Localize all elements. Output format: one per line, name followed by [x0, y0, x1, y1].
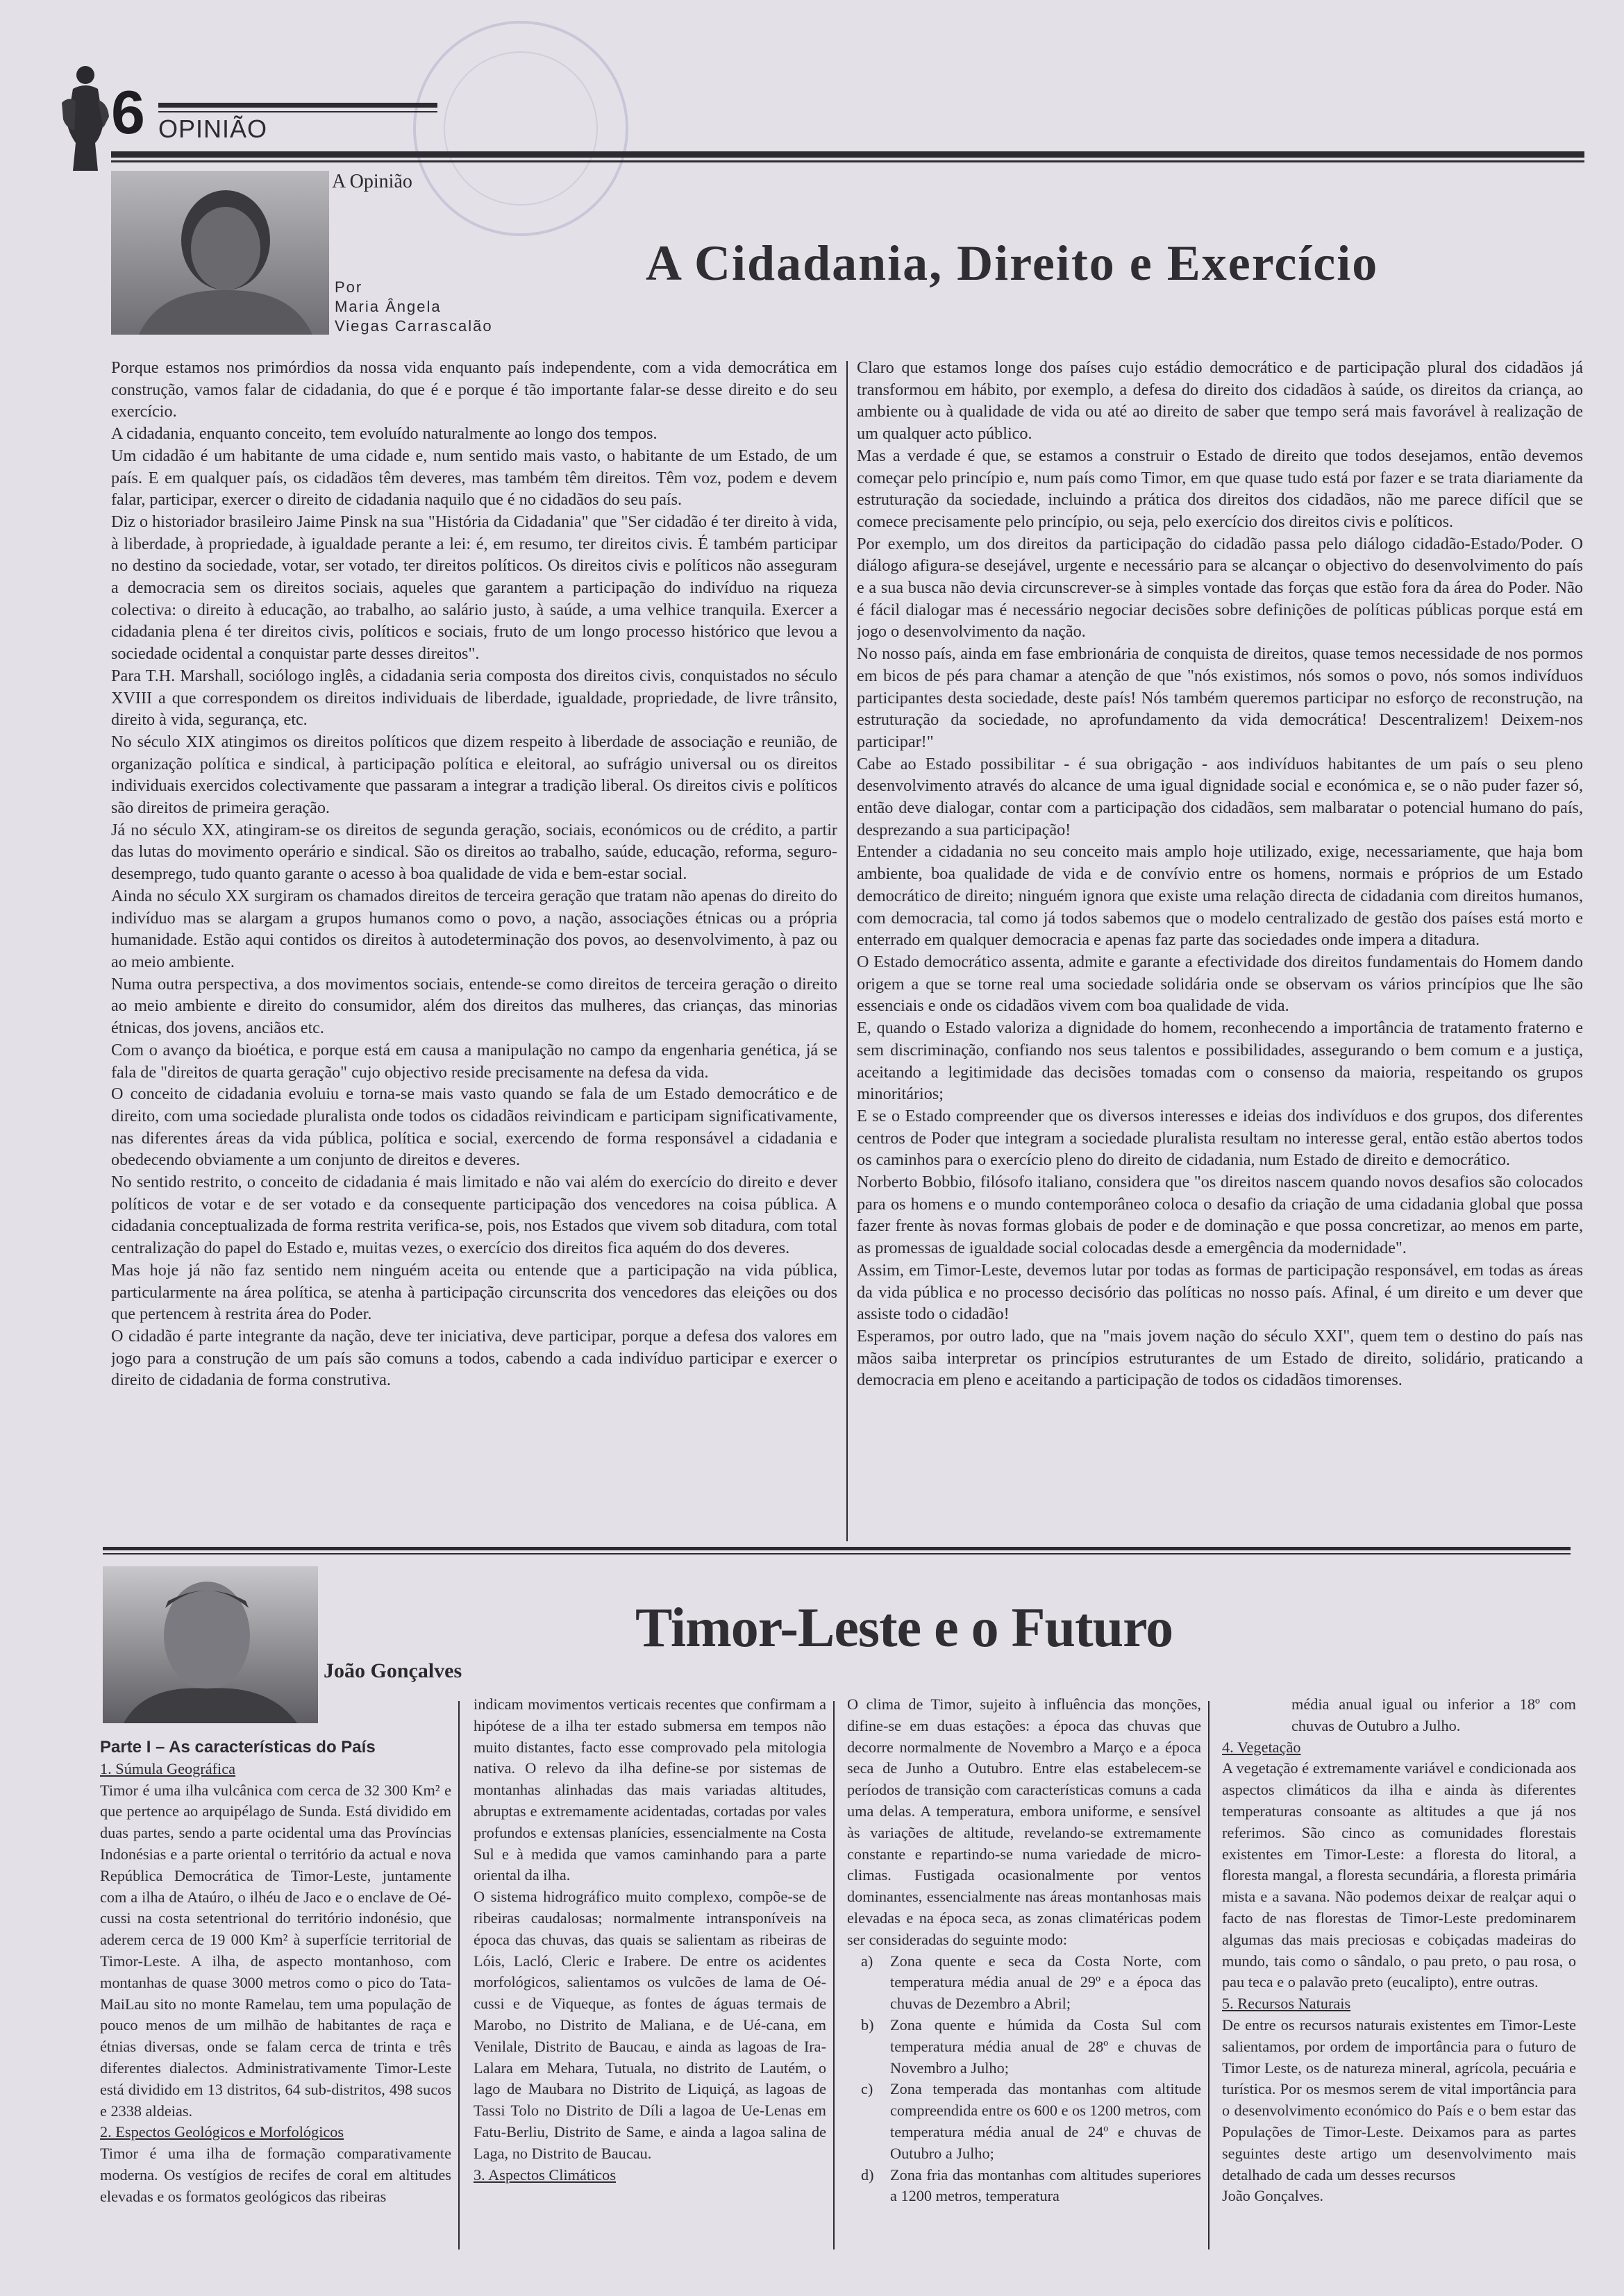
article-separator-thin	[103, 1553, 1571, 1555]
paragraph: indicam movimentos verticais recentes que confirmam a hipótese de a ilha ter estado submersa em tempos não muito distantes, facto esse comprovado pela mitologia nativa. O relevo da ilha define-se por sistemas de montanhas alinhadas das mais variadas altitudes, abruptas e extremamente acidentadas, cortadas por vales profundos e extensas planícies, essencialmente na Costa Sul e à medida que vamos caminhando para a parte oriental da ilha.	[474, 1695, 826, 1884]
byline-por: Por	[335, 278, 363, 296]
paragraph: média anual igual ou inferior a 18º com chuvas de Outubro a Julho.	[1291, 1695, 1576, 1734]
subheading: 4. Vegetação	[1222, 1738, 1301, 1756]
article1-right-column	[857, 357, 1583, 1545]
subheading: 3. Aspectos Climáticos	[474, 2165, 616, 2184]
paragraph: E se o Estado compreender que os diversos interesses e ideias dos indivíduos e dos grupos, dos diferentes centros de Poder que integram a sociedade pluralista resultam no interesse geral, então estão abertos todos os caminhos para o exercício pleno do direito de cidadania, num Estado de direito e democrático.	[857, 1106, 1583, 1170]
paragraph: Com o avanço da bioética, e porque está em causa a manipulação no campo da engenharia genética, já se fala de "direitos de quarta geração" cujo objectivo reside precisamente na defesa da vida.	[111, 1040, 837, 1082]
list-item: d) Zona fria das montanhas com altitudes superiores a 1200 metros, temperatura	[861, 2165, 1201, 2205]
author-photo	[111, 171, 329, 335]
paragraph: Cabe ao Estado possibilitar - é sua obrigação - aos indivíduos habitantes de um país o seu pleno desenvolvimento através do alcance de uma igual dignidade social e económica e, se o não puder fazer só, então deve dialogar, contar com a participação dos cidadãos, sem malbaratar o potencial humano do país, desprezando a sua participação!	[857, 754, 1583, 839]
paragraph: No século XIX atingimos os direitos políticos que dizem respeito à liberdade de associação e reunião, de organização política e sindical, à participação política e eleitoral, ao sufrágio universal ou os direitos individuais exercidos colectivamente que passaram a integrar a tradição liberal. Os direitos civis e políticos são direitos de primeira geração.	[111, 732, 837, 818]
header-rule-long-thin	[111, 160, 1584, 162]
statue-logo-icon	[59, 61, 111, 172]
column-divider	[833, 1701, 835, 2249]
article2-column-4	[1222, 1694, 1576, 2256]
paragraph: A vegetação é extremamente variável e condicionada aos aspectos climáticos da ilha e ainda às diferentes temperaturas consoante as altitudes a que já nos referimos. São cinco as comunidades florestais existentes em Timor-Leste: a floresta do litoral, a floresta mangal, a floresta secundária, a floresta primária mista e a savana. Não podemos deixar de realçar aqui o facto de nas florestas de Timor-Leste predominarem algumas das mais preciosas e cobiçadas madeiras do mundo, tais como o sândalo, o pau preto, o pau rosa, o pau teca e o palavão preto (eucalipto), entre outras.	[1222, 1759, 1576, 1991]
part-title: Parte I – As características do País	[100, 1738, 376, 1757]
header-rule-short-thin	[158, 111, 437, 112]
paragraph: Entender a cidadania no seu conceito mais amplo hoje utilizado, exige, necessariamente, que haja bom ambiente, boa qualidade de vida e de convívio entre os homens, normais e próprios de um Estado democrático de direito; ninguém ignora que existe uma relação directa de cidadania com direitos humanos, com democracia, tal como já todos sabemos que o modelo centralizado de gestão dos países está morto e enterrado em qualquer democracia e apenas faz parte das sociedades onde impera a ditadura.	[857, 842, 1583, 950]
paragraph: Mas a verdade é que, se estamos a construir o Estado de direito que todos desejamos, então devemos começar pelo princípio e, num país como Timor, em que quase tudo está por fazer e se trata diariamente da estruturação da sociedade, incluindo a prática dos direitos dos cidadãos, não me parece difícil que se comece precisamente pelo princípio, ou seja, pelo exercício dos direitos civis e políticos.	[857, 446, 1583, 531]
signature: João Gonçalves.	[1222, 2187, 1324, 2205]
faint-stamp	[413, 21, 628, 236]
subheading: 2. Espectos Geológicos e Morfológicos	[100, 2123, 344, 2141]
header-rule-long	[111, 151, 1584, 158]
section-label: OPINIÃO	[158, 115, 268, 143]
photo-label: A Opinião	[332, 171, 412, 192]
paragraph: O cidadão é parte integrante da nação, deve ter iniciativa, deve participar, porque a defesa dos valores em jogo para a construção de um país são comuns a todos, cabendo a cada indivíduo participar e exercer o direito de cidadania de forma construtiva.	[111, 1326, 837, 1390]
paragraph: E, quando o Estado valoriza a dignidade do homem, reconhecendo a importância de tratamento fraterno e sem discriminação, confiando nos seus talentos e possibilidades, assegurando o bem comum e a justiça, aceitando a legitimidade das decisões tomadas com o consenso da maioria, respeitando os grupos minoritários;	[857, 1019, 1583, 1104]
page-number: 6	[111, 78, 145, 146]
author-photo-2	[103, 1566, 318, 1723]
byline	[335, 278, 493, 336]
paragraph: Ainda no século XX surgiram os chamados direitos de terceira geração que tratam não apenas do direito do indivíduo mas se alargam a grupos humanos como o povo, a nação, associações étnicas ou a própria humanidade. Estão aqui contidos os direitos à autodeterminação dos povos, ao desenvolvimento, à paz ou ao meio ambiente.	[111, 886, 837, 971]
paragraph: O Estado democrático assenta, admite e garante a efectividade dos direitos fundamentais do Homem dando origem a que se torne real uma sociedade solidária onde se observam os vários princípios que lhe são essenciais e onde os cidadãos vivem com boa qualidade de vida.	[857, 952, 1583, 1016]
article2-column-2	[474, 1694, 826, 2249]
paragraph: Porque estamos nos primórdios da nossa vida enquanto país independente, com a vida democrática em construção, vamos falar de cidadania, do que é e porque é tão importante falar-se desse direito e do seu exercício.	[111, 358, 837, 421]
subheading: 1. Súmula Geográfica	[100, 1759, 236, 1777]
article1-left-column	[111, 357, 837, 1537]
paragraph: De entre os recursos naturais existentes em Timor-Leste salientamos, por ordem de importância para o futuro de Timor Leste, os de natureza mineral, agrícola, pecuária e turística. Por os mesmos serem de vital importância para o desenvolvimento económico do País e o bem estar das Populações de Timor-Leste. Deixamos para as partes seguintes deste artigo um desenvolvimento mais detalhado de cada um desses recursos	[1222, 2016, 1576, 2184]
paragraph: O conceito de cidadania evoluiu e torna-se mais vasto quando se fala de um Estado democrático e de direito, com uma sociedade pluralista onde todos os cidadãos reivindicam e participam significativamente, nas diferentes áreas da vida pública, política e social, exercendo de forma responsável a cidadania e obedecendo obviamente a um conjunto de direitos e deveres.	[111, 1084, 837, 1170]
paragraph: Diz o historiador brasileiro Jaime Pinsk na sua "História da Cidadania" que "Ser cidadão é ter direito à vida, à liberdade, à propriedade, à igualdade perante a lei: é, em resumo, ter direitos civis. É também participar no destino da sociedade, votar, ser votado, ter direitos políticos. Os direitos civis e políticos não asseguram a democracia sem os direitos sociais, aqueles que garantem a participação do indivíduo na riqueza colectiva: o direito à educação, ao trabalho, ao salário justo, à saúde, a uma velhice tranquila. Exercer a cidadania plena é ter direitos civis, políticos e sociais, fruto de um longo processo histórico que levou a sociedade ocidental a conquistar parte desses direitos".	[111, 512, 837, 664]
author-name: João Gonçalves	[324, 1659, 462, 1682]
subheading: 5. Recursos Naturais	[1222, 1995, 1351, 2013]
article-separator	[103, 1547, 1571, 1550]
paragraph: O clima de Timor, sujeito à influência das monções, difine-se em duas estações: a época das chuvas que decorre normalmente de Novembro a Março e a época seca de Junho a Outubro. Entre elas estabelecem-se períodos de transição com características comuns a cada uma delas. A temperatura, embora uniforme, e sensível às variações de altitude, revelando-se extremamente constante e repartindo-se numa variedade de micro-climas. Fustigada ocasionalmente por ventos dominantes, essencialmente nas áreas montanhosas mais elevadas e na época seca, as zonas climatéricas podem ser consideradas do seguinte modo:	[847, 1695, 1201, 1948]
article2-column-3	[847, 1694, 1201, 2249]
list-item: a) Zona quente e seca da Costa Norte, com temperatura média anual de 29º e a época das chuvas de Dezembro a Abril;	[861, 1952, 1201, 2013]
list-item: c) Zona temperada das montanhas com altitude compreendida entre os 600 e os 1200 metros, com temperatura média anual de 24º e chuvas de Outubro a Julho;	[861, 2080, 1201, 2162]
paragraph: No sentido restrito, o conceito de cidadania é mais limitado e não vai além do exercício do direito e dever políticos de votar e de ser votado e da consequente participação dos vencedores na coisa pública. A cidadania conceptualizada de forma restrita verifica-se, pois, nos Estados que vivem sob ditadura, com total centralização do papel do Estado e, muitas vezes, o exercício dos direitos fica aquém do dos deveres.	[111, 1173, 837, 1258]
paragraph: Norberto Bobbio, filósofo italiano, considera que "os direitos nascem quando novos desafios são colocados para os homens e o mundo contemporâneo coloca o desafio da criação de uma cidadania global que possa fazer frente às novas formas globais de poder e de dominação e que possa concretizar, ao menos em parte, as promessas de igualdade social colocadas desde a emergência da modernidade".	[857, 1173, 1583, 1258]
article2-column-1	[100, 1737, 451, 2251]
paragraph: A cidadania, enquanto conceito, tem evoluído naturalmente ao longo dos tempos.	[111, 424, 658, 444]
paragraph: Assim, em Timor-Leste, devemos lutar por todas as formas de participação responsável, em todas as áreas da vida pública e no processo decisório das políticas no nosso país. Afinal, é um direito e um dever que assiste todo o cidadão!	[857, 1260, 1583, 1324]
paragraph: Claro que estamos longe dos países cujo estádio democrático e de participação plural dos cidadãos já transformou em hábito, por exemplo, a defesa do direito dos cidadãos à saúde, os direitos da criança, ao ambiente ou à qualidade de vida ou até ao direito de saber que tempo será mais favorável à realização de um qualquer acto público.	[857, 358, 1583, 444]
paragraph: Timor é uma ilha de formação comparativamente moderna. Os vestígios de recifes de coral em altitudes elevadas e os formatos geológicos das ribeiras	[100, 2145, 451, 2205]
byline-name-1: Maria Ângela	[335, 298, 442, 315]
article2-title: Timor-Leste e o Futuro	[635, 1598, 1173, 1659]
paragraph: Já no século XX, atingiram-se os direitos de segunda geração, sociais, económicos ou de crédito, a partir das lutas do movimento operário e sindical. São os direitos ao trabalho, saúde, educação, reforma, seguro-desemprego, tudo quanto garante o acesso à boa qualidade de vida e bem-estar social.	[111, 820, 837, 884]
paragraph: Para T.H. Marshall, sociólogo inglês, a cidadania seria composta dos direitos civis, conquistados no século XVIII a que correspondem os direitos individuais de liberdade, igualdade, propriedade, de livre trânsito, direito à vida, segurança, etc.	[111, 666, 837, 730]
paragraph: Mas hoje já não faz sentido nem ninguém aceita ou entende que a participação na vida pública, particularmente na área política, se atenha à participação circunscrita dos vencedores das eleições ou dos que pertencem à restrita área do Poder.	[111, 1260, 837, 1324]
paragraph: Timor é uma ilha vulcânica com cerca de 32 300 Km² e que pertence ao arquipélago de Sunda. Está dividido em duas partes, sendo a parte ocidental uma das Províncias Indonésias e a parte oriental o território da actual e nova República Democrática de Timor-Leste, juntamente com a ilha de Ataúro, o ilhéu de Jaco e o enclave de Oé-cussi na costa setentrional do território indonésio, que aderem cerca de 19 000 Km² à superfície territorial de Timor-Leste. A ilha, de aspecto montanhoso, com montanhas de quase 3000 metros como o pico do Tata-MaiLau sito no monte Ramelau, tem uma população de pouco menos de um milhão de habitantes de raça e étnias diversas, onde se falam cerca de trinta e três diferentes dialectos. Administrativamente Timor-Leste está dividido em 13 distritos, 64 sub-distritos, 498 sucos e 2338 aldeias.	[100, 1781, 451, 2120]
paragraph: Por exemplo, um dos direitos da participação do cidadão passa pelo diálogo cidadão-Estado/Poder. O diálogo afigura-se desejável, urgente e necessário para se alcançar o objectivo do desenvolvimento do país e a sua busca não devia circunscrever-se à simples vontade das forças que estão fora da área do Poder. Não é fácil dialogar mas é necessário negociar decisões sobre definições de políticas públicas porque está em jogo o desenvolvimento da nação.	[857, 534, 1583, 642]
column-divider	[458, 1701, 460, 2249]
paragraph: No nosso país, ainda em fase embrionária de conquista de direitos, quase temos necessidade de nos pormos em bicos de pés para chamar a atenção de que "nós existimos, nós somos o povo, nós somos indivíduos participantes desta sociedade, deste país! Nós também queremos participar no esforço de reconstrução, na estruturação da sociedade, no aprofundamento da vida democrática! Descentralizem! Deixem-nos participar!"	[857, 644, 1583, 751]
article-title: A Cidadania, Direito e Exercício	[646, 235, 1379, 291]
list-item: b) Zona quente e húmida da Costa Sul com temperatura média anual de 28º e chuvas de Novembro a Julho;	[861, 2016, 1201, 2077]
paragraph: Esperamos, por outro lado, que na "mais jovem nação do século XXI", quem tem o destino do país nas mãos saiba interpretar os princípios estruturantes de um Estado de direito, solidário, praticando a democracia em pleno e aceitando a participação de todos os cidadãos timorenses.	[857, 1326, 1583, 1390]
column-divider	[1208, 1701, 1209, 2249]
column-divider	[846, 361, 848, 1541]
paragraph: Um cidadão é um habitante de uma cidade e, num sentido mais vasto, o habitante de um Estado, de um país. E em qualquer país, os cidadãos têm deveres, mas também têm direitos. Têm voz, podem e devem falar, participar, exercer o direito de cidadania naquilo que é no cidadãos do seu país.	[111, 446, 837, 510]
paragraph: O sistema hidrográfico muito complexo, compõe-se de ribeiras caudalosas; normalmente intransponíveis na época das chuvas, das quais se salientam as ribeiras de Lóis, Lacló, Cleric e Irabere. De entre os acidentes morfológicos, salientamos os vulcões de lama de Oé-cussi e de Viqueque, as fontes de águas termais de Marobo, no Distrito de Maliana, e de Ué-cana, em Venilale, Distrito de Baucau, e ainda as lagoas de Ira-Lalara em Mehara, Tutuala, no distrito de Lautém, o lago de Maubara no Distrito de Liquiçá, as lagoas de Tassi Tolo no Distrito de Díli a lagoa de Ue-Lenas em Fatu-Berliu, Distrito de Same, e ainda a lagoa salina de Laga, no Distrito de Baucau.	[474, 1888, 826, 2162]
byline-name-2: Viegas Carrascalão	[335, 317, 493, 335]
header-rule-short	[158, 103, 437, 108]
paragraph: Numa outra perspectiva, a dos movimentos sociais, entende-se como direitos de terceira geração o direito ao meio ambiente e direito do consumidor, além dos direitos das mulheres, das crianças, das minorias étnicas, dos jovens, anciãos etc.	[111, 974, 837, 1038]
